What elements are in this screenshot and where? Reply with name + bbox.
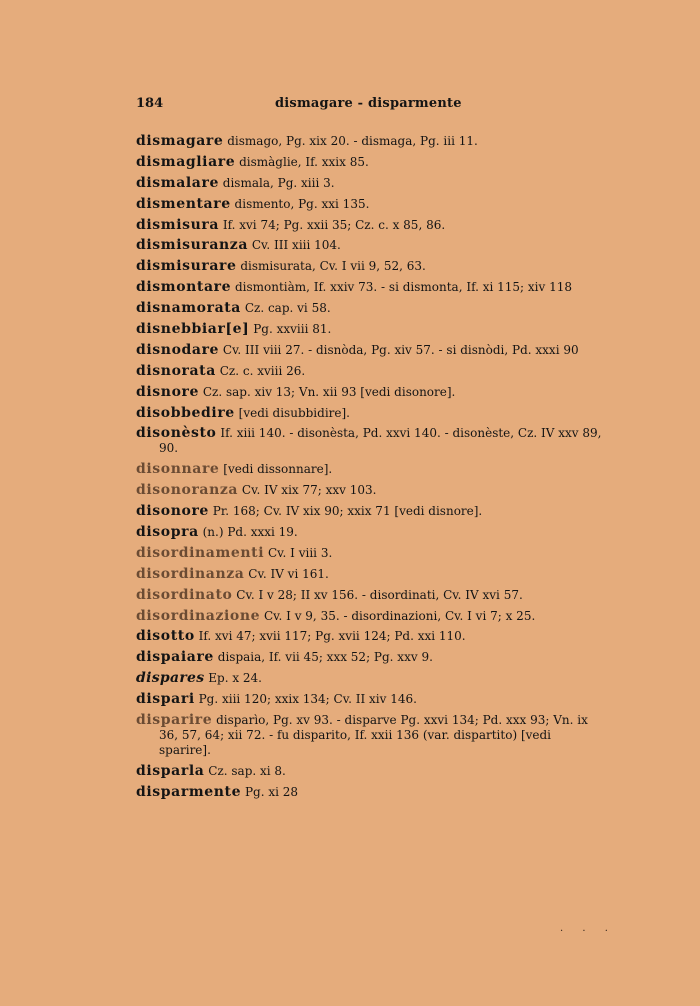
headword: dispaiare: [136, 649, 214, 666]
entry: [136, 785, 606, 800]
running-head: dismagare - disparmente: [275, 96, 462, 111]
headword: disonore: [136, 503, 209, 520]
entry-text: Cv. III xiii 104.: [251, 238, 341, 253]
headword: disnorata: [136, 362, 216, 379]
entry-text: Cv. IV xix 77; xxv 103.: [241, 483, 377, 498]
page-number: 184: [136, 96, 164, 111]
entry-text: Pg. xiii 120; xxix 134; Cv. II xiv 146.: [198, 692, 417, 707]
entry: [136, 364, 606, 379]
entry-text: Cz. sap. xiv 13; Vn. xii 93 [vedi disonore].: [202, 384, 456, 399]
entry: [136, 525, 606, 540]
entry-text: Ep. x 24.: [208, 671, 262, 686]
headword: disordinato: [136, 586, 233, 603]
headword: dismagliare: [136, 153, 236, 170]
entry-text: dismala, Pg. xiii 3.: [222, 175, 335, 190]
entry-text: [vedi dissonnare].: [223, 462, 333, 477]
entry-text: Cz. cap. vi 58.: [244, 301, 331, 316]
entry-text: Cv. I viii 3.: [267, 545, 333, 560]
entry-text: Pg. xxviii 81.: [253, 322, 332, 337]
headword: disnebbiar[e]: [136, 321, 250, 338]
entry: [136, 322, 606, 337]
entry: [136, 155, 606, 170]
headword: dismalare: [136, 174, 219, 191]
entry: [136, 546, 606, 561]
entry-text: dismàglie, If. xxix 85.: [239, 154, 369, 169]
entry: [136, 238, 606, 253]
entry-text: Cv. III viii 27. - disnòda, Pg. xiv 57. - si disnòdi, Pd. xxxi 90: [222, 342, 579, 357]
headword: disonoranza: [136, 482, 239, 499]
headword: disordinazione: [136, 607, 261, 624]
entry: [136, 301, 606, 316]
entry-text: dismontiàm, If. xxiv 73. - si dismonta, If. xi 115; xiv 118: [234, 280, 573, 295]
entry: [136, 426, 606, 456]
headword: dismisuranza: [136, 237, 249, 254]
entry: [136, 764, 606, 779]
dictionary-entries: [136, 134, 606, 806]
headword: dispares: [136, 670, 205, 687]
entry: [136, 462, 606, 477]
headword: dismisura: [136, 216, 220, 233]
entry-text: Pr. 168; Cv. IV xix 90; xxix 71 [vedi disnore].: [212, 504, 483, 519]
entry: [136, 259, 606, 274]
page-marks: · · ·: [560, 926, 616, 937]
headword: disparla: [136, 762, 205, 779]
entry-text: dismisurata, Cv. I vii 9, 52, 63.: [240, 259, 426, 274]
headword: dismentare: [136, 195, 231, 212]
entry: [136, 713, 606, 758]
entry: [136, 671, 606, 686]
entry-text: Cv. IV vi 161.: [248, 566, 329, 581]
headword: disnodare: [136, 341, 220, 358]
entry-text: dismento, Pg. xxi 135.: [234, 196, 370, 211]
headword: disordinamenti: [136, 544, 265, 561]
entry: [136, 567, 606, 582]
headword: disnore: [136, 383, 199, 400]
entry-text: If. xvi 74; Pg. xxii 35; Cz. c. x 85, 86.: [222, 217, 446, 232]
entry: [136, 218, 606, 233]
entry-text: disparìo, Pg. xv 93. - disparve Pg. xxvi 134; Pd. xxx 93; Vn. ix 36, 57, 64; xii 72. - fu disparito, If. xxii 136 (var. dispartito) [vedi sparire].: [159, 713, 588, 758]
headword: disnamorata: [136, 300, 241, 317]
entry: [136, 483, 606, 498]
entry-text: If. xiii 140. - disonèsta, Pd. xxvi 140. - disonèste, Cz. IV xxv 89, 90.: [159, 426, 602, 456]
entry-text: Cz. sap. xi 8.: [208, 763, 286, 778]
headword: disobbedire: [136, 404, 235, 421]
entry: [136, 280, 606, 295]
entry: [136, 406, 606, 421]
headword: dispari: [136, 691, 195, 708]
entry-text: Cz. c. xviii 26.: [219, 363, 306, 378]
headword: disonnare: [136, 461, 220, 478]
entry: [136, 609, 606, 624]
headword: dismisurare: [136, 258, 237, 275]
entry-text: Cv. I v 28; II xv 156. - disordinati, Cv. IV xvi 57.: [236, 587, 523, 602]
entry: [136, 504, 606, 519]
headword: disotto: [136, 628, 195, 645]
headword: dismontare: [136, 279, 232, 296]
entry: [136, 343, 606, 358]
entry: [136, 176, 606, 191]
entry: [136, 692, 606, 707]
entry-text: If. xvi 47; xvii 117; Pg. xvii 124; Pd. xxi 110.: [198, 629, 466, 644]
entry: [136, 588, 606, 603]
entry: [136, 197, 606, 212]
headword: disonèsto: [136, 425, 217, 442]
entry-text: [vedi disubbidire].: [238, 405, 350, 420]
entry-text: Cv. I v 9, 35. - disordinazioni, Cv. I vi 7; x 25.: [263, 608, 536, 623]
entry-text: dismago, Pg. xix 20. - dismaga, Pg. iii 11.: [227, 134, 478, 148]
entry-text: dispaia, If. vii 45; xxx 52; Pg. xxv 9.: [217, 650, 433, 665]
entry-text: Pg. xi 28: [244, 784, 299, 799]
entry: [136, 134, 606, 149]
entry: [136, 650, 606, 665]
headword: disopra: [136, 524, 199, 541]
entry: [136, 629, 606, 644]
headword: dismagare: [136, 133, 224, 149]
headword: disparire: [136, 712, 213, 729]
headword: disordinanza: [136, 565, 245, 582]
headword: disparmente: [136, 783, 242, 800]
entry-text: (n.) Pd. xxxi 19.: [202, 525, 298, 540]
entry: [136, 385, 606, 400]
